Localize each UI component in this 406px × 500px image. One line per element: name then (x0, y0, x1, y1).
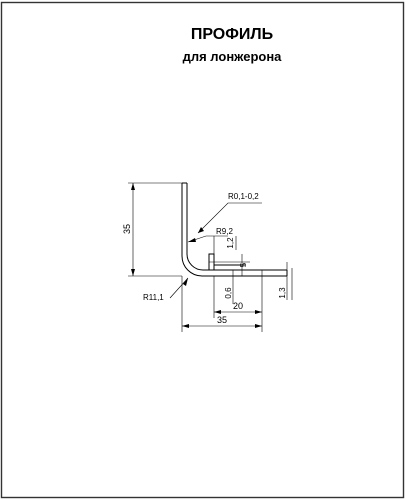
dim-label-thickness-1-3: 1,3 (278, 287, 287, 299)
dim-label-radius-outer: R11,1 (143, 293, 164, 302)
dim-label-thickness-1-2: 1,2 (226, 237, 235, 249)
drawing-subtitle: для лонжерона (182, 49, 282, 64)
dim-label-width-20: 20 (232, 301, 244, 311)
sheet-frame (2, 3, 404, 498)
dim-label-height-35: 35 (122, 223, 132, 235)
dim-label-gap-0-6: 0,6 (224, 287, 233, 299)
drawing-title: ПРОФИЛЬ (190, 26, 274, 43)
dim-label-width-35: 35 (216, 315, 228, 325)
dim-label-radius-edge: R0,1-0,2 (228, 192, 259, 201)
dim-label-flange-5: 5 (239, 262, 248, 268)
dim-label-radius-inner: R9,2 (216, 227, 233, 236)
